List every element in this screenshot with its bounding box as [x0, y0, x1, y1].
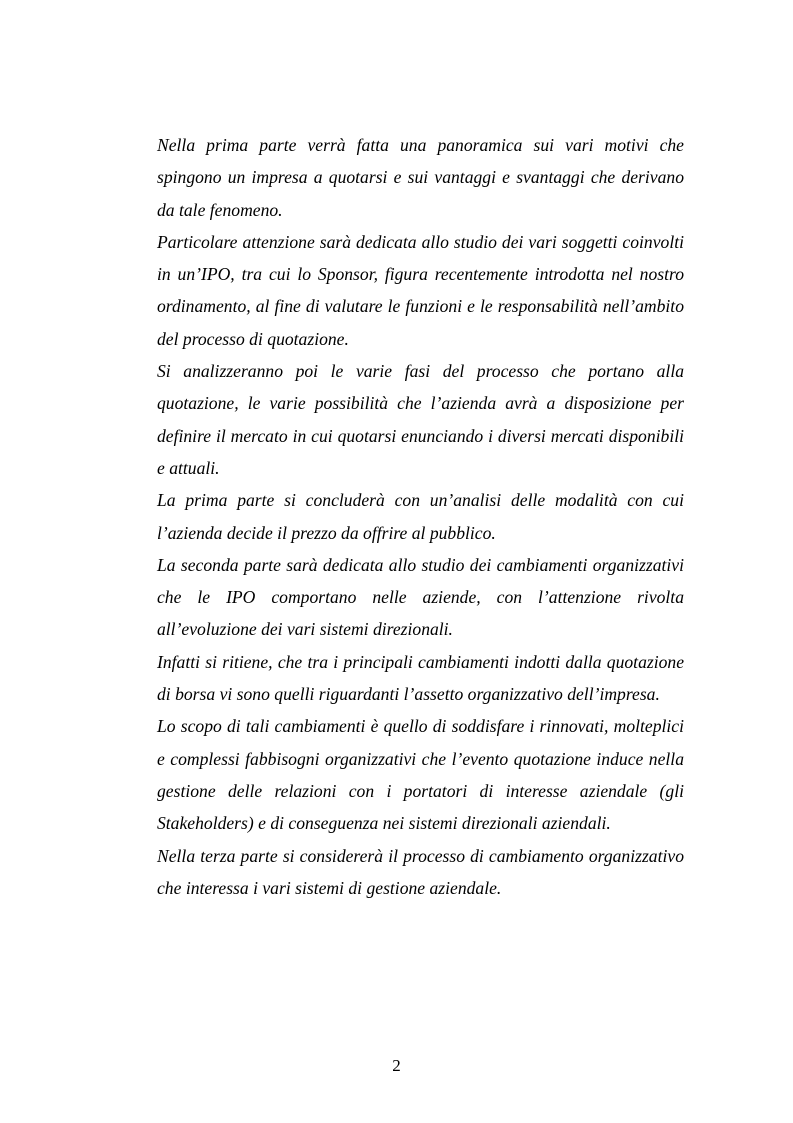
- paragraph: Lo scopo di tali cambiamenti è quello di soddisfare i rinnovati, molteplici e complessi fabbisogni organizzativi che l’evento quotazione induce nella gestione delle relazioni con i portatori di interesse aziendale (gli Stakeholders) e di conseguenza nei sistemi direzionali aziendali.: [157, 716, 684, 834]
- paragraph: Nella prima parte verrà fatta una panoramica sui vari motivi che spingono un impresa a quotarsi e sui vantaggi e svantaggi che derivano da tale fenomeno.: [157, 135, 684, 220]
- paragraph: Si analizzeranno poi le varie fasi del processo che portano alla quotazione, le varie possibilità che l’azienda avrà a disposizione per definire il mercato in cui quotarsi enunciando i diversi mercati disponibili e attuali.: [157, 361, 684, 478]
- paragraph: La seconda parte sarà dedicata allo studio dei cambiamenti organizzativi che le IPO comportano nelle aziende, con l’attenzione rivolta all’evoluzione dei vari sistemi direzionali.: [157, 554, 684, 640]
- body-text: [157, 129, 684, 904]
- page-number: 2: [392, 1056, 401, 1075]
- paragraph: Nella terza parte si considererà il processo di cambiamento organizzativo che interessa i vari sistemi di gestione aziendale.: [157, 845, 684, 898]
- paragraph: La prima parte si concluderà con un’analisi delle modalità con cui l’azienda decide il prezzo da offrire al pubblico.: [157, 490, 684, 543]
- paragraph: Particolare attenzione sarà dedicata allo studio dei vari soggetti coinvolti in un’IPO, tra cui lo Sponsor, figura recentemente introdotta nel nostro ordinamento, al fine di valutare le funzioni e le responsabilità nell’ambito del processo di quotazione.: [157, 231, 684, 349]
- paragraph: Infatti si ritiene, che tra i principali cambiamenti indotti dalla quotazione di borsa vi sono quelli riguardanti l’assetto organizzativo dell’impresa.: [157, 651, 684, 705]
